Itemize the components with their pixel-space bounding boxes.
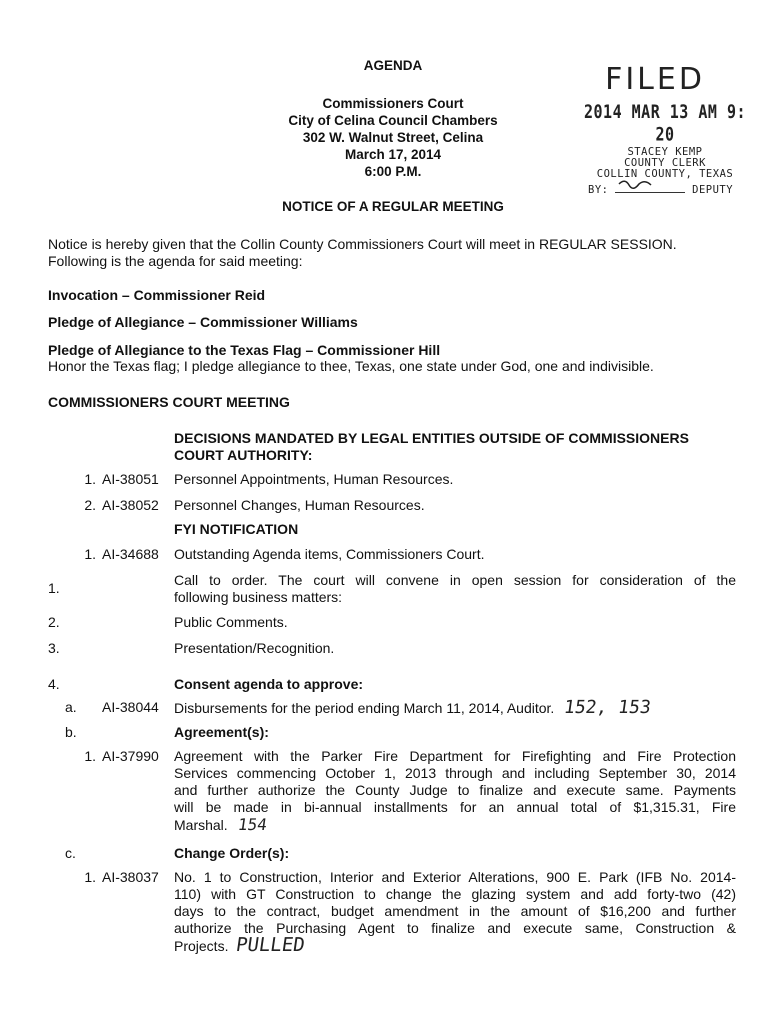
item-id: AI-37990 bbox=[102, 748, 159, 764]
main-item-text: Presentation/Recognition. bbox=[174, 640, 335, 656]
main-item-text: Public Comments. bbox=[174, 614, 288, 630]
text-line: Services commencing October 1, 2013 through and including September 30, 2014 bbox=[174, 765, 736, 781]
deputy-label: DEPUTY bbox=[692, 184, 734, 196]
item-id: AI-34688 bbox=[102, 546, 159, 562]
text-line: No. 1 to Construction, Interior and Exterior Alterations, 900 E. Park (IFB No. 2014- bbox=[174, 869, 736, 885]
handwritten-note: 154 bbox=[236, 815, 268, 834]
consent-letter: a. bbox=[65, 699, 77, 715]
text-line: Projects. bbox=[174, 938, 229, 954]
item-number: 2. bbox=[84, 497, 96, 513]
pledge: Pledge of Allegiance – Commissioner Williams bbox=[48, 314, 358, 330]
mandated-heading bbox=[174, 430, 744, 464]
item-text: Personnel Changes, Human Resources. bbox=[174, 497, 425, 513]
item-id: AI-38037 bbox=[102, 869, 159, 885]
text-line: 110) with GT Construction to change the glazing system and add forty-two (42) bbox=[174, 886, 736, 902]
agreement-text bbox=[174, 748, 736, 834]
agreements-heading: Agreement(s): bbox=[174, 724, 269, 740]
item-text: Disbursements for the period ending March 11, 2014, Auditor. bbox=[174, 700, 555, 716]
filed-label: FILED bbox=[605, 62, 705, 97]
change-orders-heading: Change Order(s): bbox=[174, 845, 290, 861]
main-item-number: 1. bbox=[48, 580, 60, 596]
consent-letter: b. bbox=[65, 724, 77, 740]
handwritten-note: 152, 153 bbox=[562, 697, 653, 718]
item-number: 1. bbox=[84, 748, 96, 764]
mandated-heading-line-2: COURT AUTHORITY: bbox=[174, 447, 313, 463]
filed-date: 2014 MAR 13 AM 9: 20 bbox=[583, 100, 747, 146]
clerk-county: COLLIN COUNTY, TEXAS bbox=[596, 168, 734, 180]
text-line: Marshal. bbox=[174, 817, 228, 833]
location: City of Celina Council Chambers bbox=[288, 113, 498, 128]
signature bbox=[615, 182, 685, 193]
court-name: Commissioners Court bbox=[322, 96, 464, 111]
text-line: and further authorize the County Judge to finalize and execute same. Payments bbox=[174, 782, 736, 798]
main-item-number: 3. bbox=[48, 640, 60, 656]
call-to-order-line-1: Call to order. The court will convene in open session for consideration of the bbox=[174, 572, 736, 588]
item-number: 1. bbox=[84, 546, 96, 562]
main-item-number: 2. bbox=[48, 614, 60, 630]
item-number: 1. bbox=[84, 869, 96, 885]
agenda-title: AGENDA bbox=[363, 58, 423, 73]
mandated-heading-line-1: DECISIONS MANDATED BY LEGAL ENTITIES OUTSIDE OF COMMISSIONERS bbox=[174, 430, 689, 446]
signature-scribble-icon bbox=[617, 176, 657, 190]
clerk-office: COUNTY CLERK bbox=[624, 157, 706, 169]
text-line-last bbox=[174, 934, 736, 956]
item-id: AI-38052 bbox=[102, 497, 159, 513]
item-text: Outstanding Agenda items, Commissioners Court. bbox=[174, 546, 485, 562]
call-to-order-line-2: following business matters: bbox=[174, 589, 343, 605]
text-line: will be made in bi-annual installments for an annual total of $1,315.31, Fire bbox=[174, 799, 736, 815]
intro bbox=[48, 236, 748, 270]
intro-line-1: Notice is hereby given that the Collin County Commissioners Court will meet in REGULAR SESSION. bbox=[48, 236, 677, 252]
consent-heading: Consent agenda to approve: bbox=[174, 676, 364, 692]
text-line: authorize the Purchasing Agent to finalize and execute same, Construction & bbox=[174, 920, 736, 936]
item-number: 1. bbox=[84, 471, 96, 487]
deputy-line bbox=[580, 182, 750, 196]
handwritten-note: PULLED bbox=[234, 934, 307, 956]
notice-title: NOTICE OF A REGULAR MEETING bbox=[282, 199, 504, 214]
intro-line-2: Following is the agenda for said meeting: bbox=[48, 253, 303, 269]
item-id: AI-38051 bbox=[102, 471, 159, 487]
texas-pledge: Pledge of Allegiance to the Texas Flag – Commissioner Hill bbox=[48, 342, 441, 358]
consent-letter: c. bbox=[65, 845, 76, 861]
consent-a-text bbox=[174, 699, 651, 717]
text-line-last bbox=[174, 816, 736, 834]
clerk-name: STACEY KEMP bbox=[627, 146, 703, 158]
main-item-text bbox=[174, 572, 736, 606]
meeting-heading: COMMISSIONERS COURT MEETING bbox=[48, 394, 290, 410]
item-text: Personnel Appointments, Human Resources. bbox=[174, 471, 454, 487]
texas-pledge-text: Honor the Texas flag; I pledge allegiance to thee, Texas, one state under God, one and indivisible. bbox=[48, 358, 654, 374]
fyi-heading: FYI NOTIFICATION bbox=[174, 521, 299, 537]
address: 302 W. Walnut Street, Celina bbox=[302, 130, 484, 145]
change-order-text bbox=[174, 869, 736, 955]
text-line: Agreement with the Parker Fire Department for Firefighting and Fire Protection bbox=[174, 748, 736, 764]
invocation: Invocation – Commissioner Reid bbox=[48, 287, 266, 303]
main-item-number: 4. bbox=[48, 676, 60, 692]
text-line: days to the contract, budget amendment in the amount of $16,200 and further bbox=[174, 903, 736, 919]
filed-stamp bbox=[580, 62, 750, 196]
by-label: BY: bbox=[588, 184, 609, 196]
meeting-date: March 17, 2014 bbox=[344, 147, 442, 162]
meeting-time: 6:00 P.M. bbox=[364, 164, 422, 179]
meeting-info bbox=[240, 95, 546, 180]
item-id: AI-38044 bbox=[102, 699, 159, 715]
